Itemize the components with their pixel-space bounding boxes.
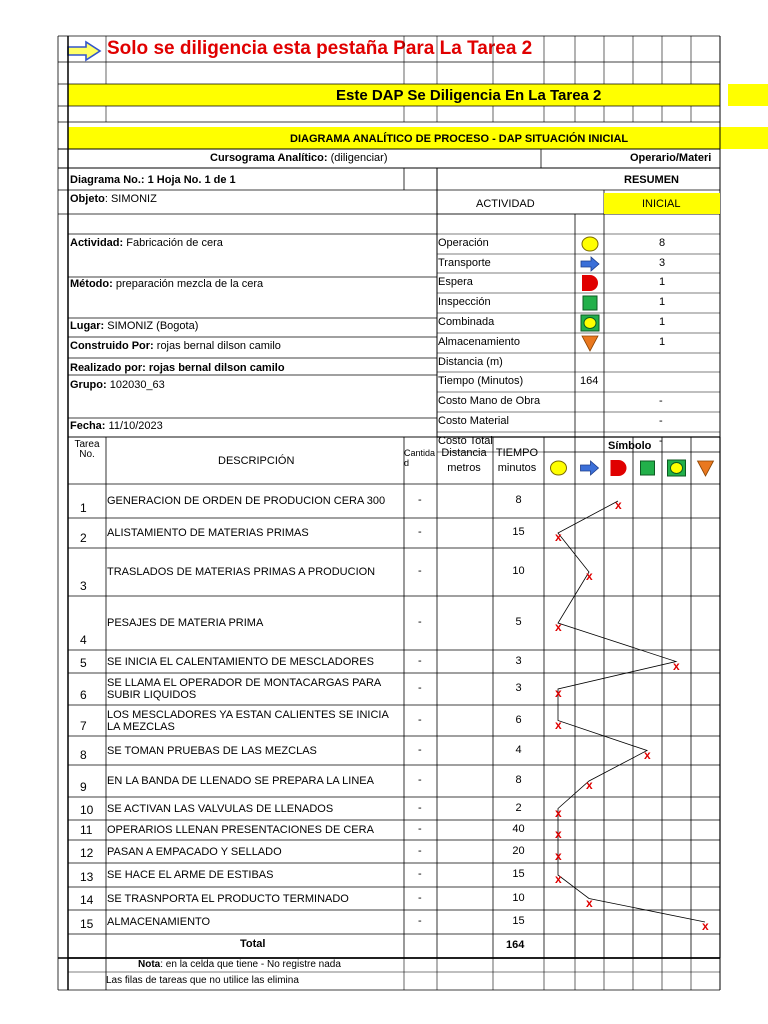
task-description: EN LA BANDA DE LLENADO SE PREPARA LA LINEA bbox=[107, 775, 374, 787]
construido-field: Construido Por: rojas bernal dilson camilo bbox=[70, 340, 281, 352]
resumen-label-4: Combinada bbox=[438, 316, 495, 328]
banner-text: Este DAP Se Diligencia En La Tarea 2 bbox=[336, 87, 602, 104]
diagram-title: DIAGRAMA ANALÍTICO DE PROCESO - DAP SITUACIÓN INICIAL bbox=[290, 133, 629, 145]
task-time: 10 bbox=[512, 891, 525, 904]
task-description: SE HACE EL ARME DE ESTIBAS bbox=[107, 869, 274, 881]
task-number: 2 bbox=[80, 531, 87, 545]
task-number: 8 bbox=[80, 748, 87, 762]
resumen-value-5: 1 bbox=[659, 336, 666, 348]
task-time: 8 bbox=[515, 774, 522, 786]
resumen-value-9: - bbox=[659, 415, 663, 427]
task-description: LOS MESCLADORES YA ESTAN CALIENTES SE INICIA LA MEZCLAS bbox=[107, 708, 389, 733]
task-number: 14 bbox=[80, 893, 94, 907]
task-description: PESAJES DE MATERIA PRIMA bbox=[107, 617, 264, 629]
task-description: ALISTAMIENTO DE MATERIAS PRIMAS bbox=[107, 527, 309, 539]
task-number: 4 bbox=[80, 633, 87, 647]
task-number: 15 bbox=[80, 917, 94, 931]
resumen-label-6: Distancia (m) bbox=[438, 356, 503, 368]
lugar-field: Lugar: SIMONIZ (Bogota) bbox=[70, 320, 199, 332]
task-time: 40 bbox=[512, 823, 525, 835]
task-time: 5 bbox=[515, 616, 522, 628]
task-number: 12 bbox=[80, 846, 94, 860]
task-quantity: - bbox=[418, 774, 422, 786]
total-label: Total bbox=[240, 938, 266, 950]
cursograma-label: Cursograma Analítico: (diligenciar) bbox=[210, 152, 388, 164]
task-time: 15 bbox=[512, 868, 525, 880]
resumen-label-3: Inspección bbox=[438, 296, 491, 308]
resumen-label-2: Espera bbox=[438, 276, 473, 288]
task-number: 11 bbox=[80, 823, 93, 837]
task-quantity: - bbox=[418, 844, 422, 857]
task-description: SE TRASNPORTA EL PRODUCTO TERMINADO bbox=[107, 892, 349, 905]
resumen-label-0: Operación bbox=[438, 237, 489, 249]
task-number: 13 bbox=[80, 870, 94, 884]
metodo-field: Método: preparación mezcla de la cera bbox=[70, 278, 264, 290]
task-quantity: - bbox=[418, 682, 422, 694]
task-description: ALMACENAMIENTO bbox=[107, 916, 211, 928]
task-time: 4 bbox=[515, 743, 522, 756]
task-time: 6 bbox=[515, 713, 522, 726]
task-number: 1 bbox=[80, 501, 87, 515]
task-description: GENERACION DE ORDEN DE PRODUCION CERA 300 bbox=[107, 495, 386, 507]
process-mark: x bbox=[555, 872, 562, 886]
footer-line2: Las filas de tareas que no utilice las elimina bbox=[106, 975, 299, 986]
grupo-field: Grupo: 102030_63 bbox=[70, 379, 165, 391]
task-time: 3 bbox=[515, 654, 522, 667]
process-mark: x bbox=[586, 569, 593, 583]
task-time: 15 bbox=[512, 915, 525, 927]
task-time: 15 bbox=[512, 526, 525, 538]
task-time: 10 bbox=[512, 565, 525, 577]
task-quantity: - bbox=[418, 616, 422, 628]
resumen-label-10: Costo Total bbox=[438, 435, 493, 447]
task-time: 2 bbox=[515, 801, 522, 814]
actividad-header: ACTIVIDAD bbox=[476, 198, 535, 210]
task-time: 20 bbox=[512, 844, 525, 857]
process-mark: x bbox=[555, 686, 562, 700]
diagrama-number: Diagrama No.: 1 Hoja No. 1 de 1 bbox=[70, 174, 236, 186]
process-mark: x bbox=[702, 919, 709, 933]
process-mark: x bbox=[673, 658, 680, 673]
task-number: 3 bbox=[80, 579, 87, 593]
task-number: 5 bbox=[80, 656, 87, 670]
task-number: 10 bbox=[80, 803, 94, 817]
resumen-label-5: Almacenamiento bbox=[438, 336, 520, 348]
task-description: OPERARIOS LLENAN PRESENTACIONES DE CERA bbox=[107, 824, 374, 836]
task-quantity: - bbox=[418, 868, 422, 880]
col-simbolo-header: Símbolo bbox=[608, 440, 652, 452]
task-description: PASAN A EMPACADO Y SELLADO bbox=[107, 845, 282, 858]
task-quantity: - bbox=[418, 801, 422, 814]
process-mark: x bbox=[586, 895, 593, 910]
resumen-value-2: 1 bbox=[659, 276, 666, 288]
col-tiempo-header: TIEMPO minutos bbox=[495, 447, 539, 474]
nota-text: Nota: en la celda que tiene - No registre nada bbox=[138, 959, 341, 970]
task-time: 8 bbox=[515, 494, 522, 506]
resumen-label-7: Tiempo (Minutos) bbox=[438, 375, 524, 387]
task-number: 7 bbox=[80, 719, 87, 733]
col-cant-header: Cantidad bbox=[404, 448, 436, 468]
realizado-field: Realizado por: rojas bernal dilson camilo bbox=[70, 362, 285, 374]
resumen-mid-7: 164 bbox=[580, 375, 599, 387]
instruction-title: Solo se diligencia esta pestaña Para La Tarea 2 bbox=[107, 38, 533, 59]
task-quantity: - bbox=[418, 494, 422, 506]
actividad-field: Actividad: Fabricación de cera bbox=[70, 237, 223, 249]
task-quantity: - bbox=[418, 823, 422, 835]
resumen-title: RESUMEN bbox=[624, 174, 680, 186]
task-description: SE INICIA EL CALENTAMIENTO DE MESCLADORES bbox=[107, 655, 374, 668]
col-tarea-header: Tarea No. bbox=[74, 439, 100, 460]
process-mark: x bbox=[555, 848, 562, 863]
col-dist-header: Distancia metros bbox=[441, 447, 487, 474]
task-quantity: - bbox=[418, 713, 422, 726]
resumen-value-8: - bbox=[659, 395, 663, 407]
operario-label: Operario/Materi bbox=[630, 152, 712, 164]
resumen-value-1: 3 bbox=[659, 257, 666, 269]
resumen-label-9: Costo Material bbox=[438, 415, 509, 427]
process-mark: x bbox=[555, 620, 562, 634]
flow-polyline bbox=[558, 498, 705, 922]
col-desc-header: DESCRIPCIÓN bbox=[218, 455, 295, 467]
task-description: SE TOMAN PRUEBAS DE LAS MEZCLAS bbox=[107, 744, 317, 757]
resumen-label-1: Transporte bbox=[438, 257, 491, 269]
resumen-value-3: 1 bbox=[659, 296, 666, 308]
process-mark: x bbox=[615, 498, 622, 512]
task-quantity: - bbox=[418, 891, 422, 904]
task-description: SE LLAMA EL OPERADOR DE MONTACARGAS PARA SUBIR LIQUIDOS bbox=[107, 677, 381, 701]
task-description: SE ACTIVAN LAS VALVULAS DE LLENADOS bbox=[107, 802, 334, 815]
resumen-value-4: 1 bbox=[659, 316, 666, 328]
process-mark: x bbox=[555, 827, 562, 841]
process-mark: x bbox=[555, 717, 562, 732]
process-mark: x bbox=[644, 747, 651, 762]
task-number: 9 bbox=[80, 780, 87, 794]
task-quantity: - bbox=[418, 526, 422, 538]
task-quantity: - bbox=[418, 654, 422, 667]
task-time: 3 bbox=[515, 682, 522, 694]
resumen-value-0: 8 bbox=[659, 237, 666, 249]
fecha-field: Fecha: 11/10/2023 bbox=[70, 420, 163, 432]
task-number: 6 bbox=[80, 688, 87, 702]
task-quantity: - bbox=[418, 743, 422, 756]
task-quantity: - bbox=[418, 565, 422, 577]
inicial-header: INICIAL bbox=[642, 198, 681, 210]
task-description: TRASLADOS DE MATERIAS PRIMAS A PRODUCION bbox=[107, 566, 376, 578]
process-mark: x bbox=[555, 530, 562, 544]
objeto-field: Objeto: SIMONIZ bbox=[70, 193, 157, 205]
resumen-label-8: Costo Mano de Obra bbox=[438, 395, 541, 407]
process-mark: x bbox=[555, 805, 562, 820]
total-value: 164 bbox=[506, 939, 525, 951]
resumen-value-10: - bbox=[659, 435, 663, 447]
task-quantity: - bbox=[418, 915, 422, 927]
process-mark: x bbox=[586, 778, 593, 792]
